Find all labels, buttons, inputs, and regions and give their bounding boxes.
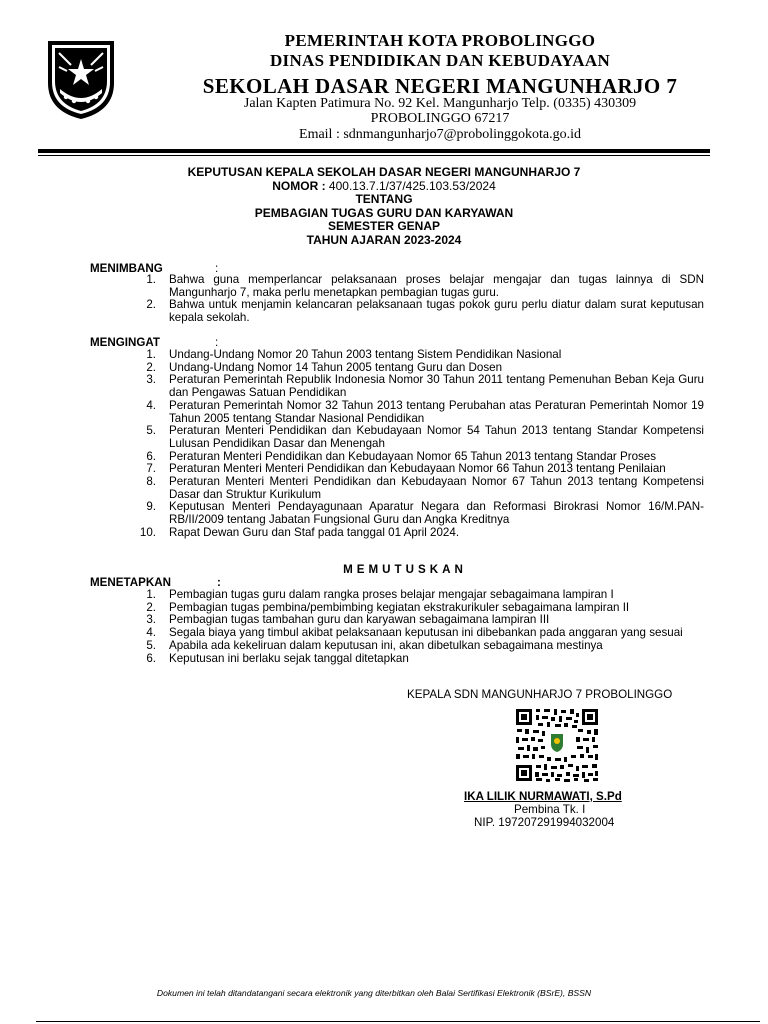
letterhead-city: PROBOLINGGO 67217 [370, 111, 510, 126]
decree-number [0, 180, 768, 194]
menimbang-list [138, 274, 704, 325]
letterhead-divider-thick [38, 149, 710, 153]
menetapkan-heading: MENETAPKAN [90, 576, 171, 589]
signatory-rank: Pembina Tk. I [514, 803, 586, 816]
list-item: 1. Pembagian tugas guru dalam rangka proses belajar mengajar sebagaimana lampiran I [146, 588, 614, 601]
decree-academic-year: TAHUN AJARAN 2023-2024 [306, 232, 462, 247]
decree-semester: SEMESTER GENAP [327, 219, 441, 234]
mengingat-heading: MENGINGAT [90, 336, 160, 349]
letterhead [0, 0, 768, 156]
list-item: 7. Peraturan Menteri Menteri Pendidikan dan Kebudayaan Nomor 66 Tahun 2013 tentang Penilaian [146, 462, 666, 476]
menetapkan-colon: : [217, 576, 221, 589]
decree-tentang: TENTANG [355, 192, 413, 207]
list-item: 10. Rapat Dewan Guru dan Staf pada tanggal 01 April 2024. [139, 525, 460, 539]
decree-number-label: NOMOR : [272, 178, 326, 193]
decree-number-value: 400.13.7.1/37/425.103.53/2024 [328, 178, 496, 193]
signatory-name: IKA LILIK NURMAWATI, S.Pd [464, 790, 622, 803]
letterhead-address: Jalan Kapten Patimura No. 92 Kel. Mangunharjo Telp. (0335) 430309 [243, 96, 637, 111]
memutuskan-heading: MEMUTUSKAN [343, 563, 467, 576]
menimbang-colon: : [215, 262, 219, 275]
footer-divider [36, 1021, 760, 1022]
qr-code-icon [514, 707, 600, 783]
menetapkan-list [138, 589, 704, 665]
letterhead-line-department: DINAS PENDIDIKAN DAN KEBUDAYAAN [269, 51, 611, 70]
list-item: 4. Peraturan Pemerintah Nomor 32 Tahun 2013 tentang Perubahan atas Peraturan Pemerintah Nomor 19 Tahun 2005 tentang Standar Nasional Pendidikan [146, 398, 704, 425]
e-signature-footer-note: Dokumen ini telah ditandatangani secara elektronik yang diterbitkan oleh Balai Sertifikasi Elektronik (BSrE), BSSN [156, 988, 592, 998]
list-item: 3. Peraturan Pemerintah Republik Indonesia Nomor 30 Tahun 2011 tentang Pemenuhan Beban Keja Guru dan Pengawas Satuan Pendidikan [146, 373, 704, 400]
list-item: 1. Bahwa guna memperlancar pelaksanaan proses belajar mengajar dan tugas lainnya di SDN Mangunharjo 7, maka perlu menetapkan pembagian tugas guru. [146, 273, 704, 299]
decree-subject: PEMBAGIAN TUGAS GURU DAN KARYAWAN [254, 205, 514, 220]
letterhead-divider-thin [38, 155, 710, 156]
list-item: 2. Pembagian tugas pembina/pembimbing kegiatan ekstrakurikuler sebagaimana lampiran II [146, 600, 630, 614]
list-item: 8. Peraturan Menteri Menteri Pendidikan dan Kebudayaan Nomor 67 Tahun 2013 tentang Kompetensi Dasar dan Struktur Kurikulum [146, 475, 704, 501]
list-item: 5. Peraturan Menteri Pendidikan dan Kebudayaan Nomor 54 Tahun 2013 tentang Standar Kompetensi Lulusan Pendidikan Dasar dan Menengah [146, 424, 704, 450]
letterhead-school-name: SEKOLAH DASAR NEGERI MANGUNHARJO 7 [202, 74, 678, 98]
list-item: 6. Keputusan ini berlaku sejak tanggal ditetapkan [146, 651, 409, 665]
list-item: 4. Segala biaya yang timbul akibat pelaksanaan keputusan ini dibebankan pada anggaran yang sesuai [146, 626, 683, 640]
list-item: 3. Pembagian tugas tambahan guru dan karyawan sebagaimana lampiran III [146, 613, 550, 627]
mengingat-list [138, 349, 704, 540]
list-item: 9. Keputusan Menteri Pendayagunaan Aparatur Negara dan Reformasi Birokrasi Nomor 16/M.PAN-RB/II/2009 tentang Jabatan Fungsional Guru dan Angka Kreditnya [146, 500, 704, 527]
list-item: 5. Apabila ada kekeliruan dalam keputusan ini, akan dibetulkan sebagaimana mestinya [146, 638, 603, 652]
decree-title-line: KEPUTUSAN KEPALA SEKOLAH DASAR NEGERI MANGUNHARJO 7 [187, 165, 581, 179]
list-item: 2. Bahwa untuk menjamin kelancaran pelaksanaan tugas pokok guru perlu diatur dalam surat keputusan kepala sekolah. [146, 298, 704, 325]
list-item: 1. Undang-Undang Nomor 20 Tahun 2003 tentang Sistem Pendidikan Nasional [146, 348, 562, 361]
letterhead-line-government: PEMERINTAH KOTA PROBOLINGGO [284, 31, 596, 50]
list-item: 2. Undang-Undang Nomor 14 Tahun 2005 tentang Guru dan Dosen [146, 360, 503, 374]
signature-title: KEPALA SDN MANGUNHARJO 7 PROBOLINGGO [407, 688, 673, 701]
list-item: 6. Peraturan Menteri Pendidikan dan Kebudayaan Nomor 65 Tahun 2013 tentang Standar Proses [146, 449, 657, 463]
mengingat-colon: : [215, 336, 219, 349]
signatory-nip: NIP. 197207291994032004 [474, 816, 615, 829]
decree-title [0, 166, 768, 248]
city-emblem-icon [46, 37, 116, 121]
letterhead-email: Email : sdnmangunharjo7@probolinggokota.go.id [299, 127, 581, 142]
menimbang-heading: MENIMBANG [90, 262, 163, 275]
